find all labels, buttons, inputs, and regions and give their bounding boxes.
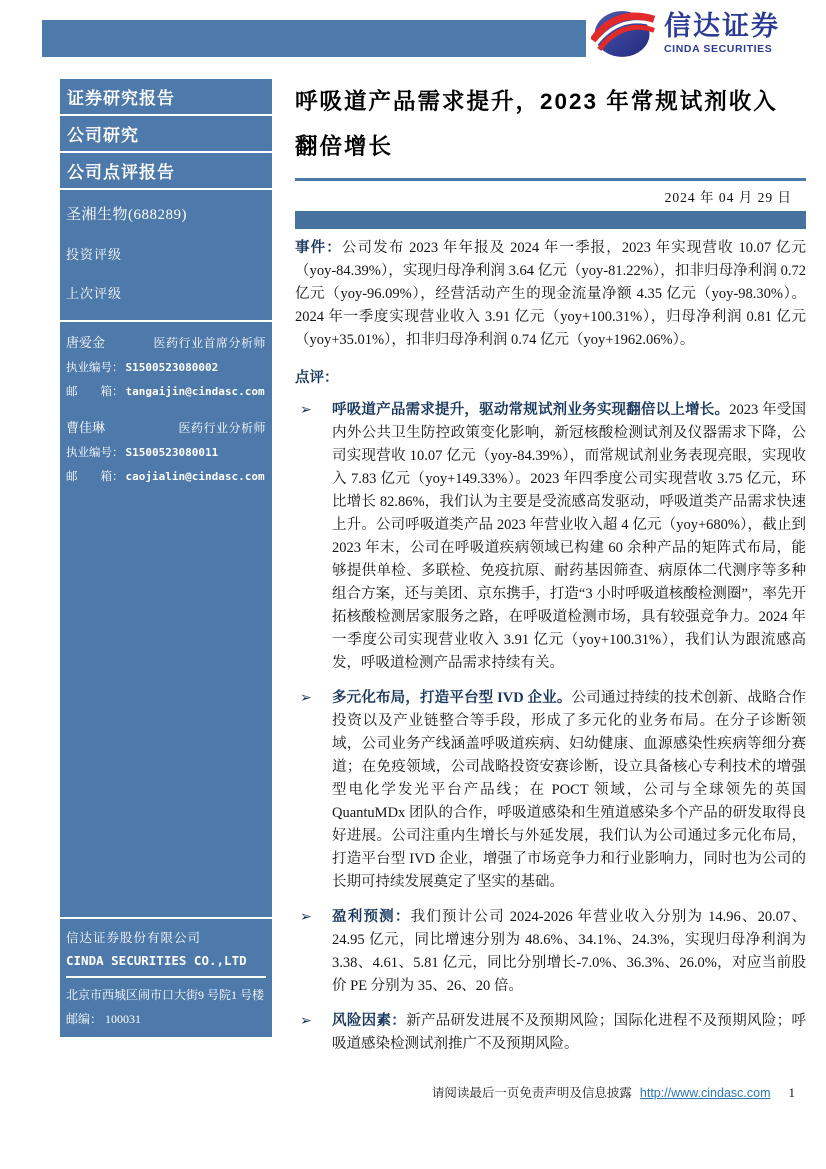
footer-disclaimer: 请阅读最后一页免责声明及信息披露 <box>431 1086 632 1100</box>
sidebar-research-type: 公司研究 <box>60 116 272 153</box>
analyst-email: caojialin@cindasc.com <box>125 470 265 483</box>
company-name-cn: 信达证券股份有限公司 <box>66 931 202 945</box>
bullet-text: 新产品研发进展不及预期风险；国际化进程不及预期风险；呼吸道感染检测试剂推广不及预期风险。 <box>332 1013 807 1052</box>
analyst-license-label: 执业编号： <box>66 447 124 459</box>
event-label: 事件： <box>295 240 342 256</box>
cinda-logo-icon <box>591 9 655 59</box>
analyst-email: tangaijin@cindasc.com <box>125 385 265 398</box>
bullet-arrow-icon: ➢ <box>300 691 312 706</box>
footer-page-number: 1 <box>788 1085 795 1100</box>
bullet-item <box>295 1010 806 1056</box>
logo-cn-text: 信达证券 <box>664 11 780 41</box>
analyst-title: 医药行业分析师 <box>178 421 266 435</box>
bullet-arrow-icon: ➢ <box>300 910 312 925</box>
bullet-lead: 呼吸道产品需求提升，驱动常规试剂业务实现翻倍以上增长。 <box>332 402 730 418</box>
analyst-email-label: 邮 箱： <box>66 386 124 398</box>
bullet-item <box>295 687 806 894</box>
sidebar-company-info <box>60 917 272 1037</box>
bullet-lead: 盈利预测： <box>332 909 411 925</box>
sidebar-spacer <box>60 502 272 917</box>
analyst-email-label: 邮 箱： <box>66 471 124 483</box>
bullet-text: 我们预计公司 2024-2026 年营业收入分别为 14.96、20.07、24.95 亿元，同比增速分别为 48.6%、34.1%、24.3%，实现归母净利润为 3.38、4.61、5.81 亿元，同比分别增长-7.0%、36.3%、26.0%，对应当前股价 PE 分别为 35、26、20 倍。 <box>332 909 806 994</box>
comment-bullet-list <box>295 399 806 1056</box>
bullet-item <box>295 906 806 998</box>
main-content <box>295 79 806 1056</box>
comment-label: 点评： <box>295 370 339 386</box>
cinda-logo <box>591 9 780 59</box>
footer <box>295 1083 795 1101</box>
sidebar-company-ticker: 圣湘生物(688289) <box>66 207 187 223</box>
sidebar-prev-rating-label: 上次评级 <box>60 263 272 322</box>
bullet-arrow-icon: ➢ <box>300 1014 312 1029</box>
sidebar-report-category: 公司点评报告 <box>60 153 272 190</box>
report-title: 呼吸道产品需求提升，2023 年常规试剂收入翻倍增长 <box>295 89 778 159</box>
event-paragraph <box>295 237 806 352</box>
bullet-text: 公司通过持续的技术创新、战略合作投资以及产业链整合等手段，形成了多元化的业务布局。在分子诊断领域，公司业务产线涵盖呼吸道疾病、妇幼健康、血源感染性疾病等细分赛道；在免疫领域，公司战略投资安赛诊断，设立具备核心专利技术的增强型电化学发光平台产品线；在 POCT 领域，公司与全球领先的英国 QuantuMDx 团队的合作，呼吸道感染和生殖道感染多个产品的研发取得良好进展。公司注重内生增长与外延发展，我们认为公司通过多元化布局，打造平台型 IVD 企业，增强了市场竞争力和行业影响力，同时也为公司的长期可持续发展奠定了坚实的基础。 <box>332 690 806 890</box>
analyst-name: 唐爱金 <box>66 335 106 350</box>
sidebar-analysts <box>60 322 272 502</box>
logo-en-text: CINDA SECURITIES <box>664 43 773 55</box>
company-name-en: CINDA SECURITIES CO.,LTD <box>66 953 266 978</box>
bullet-text: 2023 年受国内外公共卫生防控政策变化影响，新冠核酸检测试剂及仪器需求下降，公司实现营收 10.07 亿元（yoy-84.39%），而常规试剂业务表现亮眼，实现收入 7.83 亿元（yoy+149.33%）。2023 年四季度公司实现营收 3.75 亿元，环比增长 82.86%，我们认为主要是受流感高发驱动，呼吸道类产品需求快速上升。公司呼吸道类产品 2023 年营业收入超 4 亿元（yoy+680%），截止到 2023 年末，公司在呼吸道疾病领域已构建 60 余种产品的矩阵式布局，能够提供单检、多联检、免疫抗原、耐药基因筛查、病原体二代测序等多种组合方案，还与美团、京东携手，打造“3 小时呼吸道核酸检测圈”，率先开拓核酸检测居家服务之路，在呼吸道检测市场，具有较强竞争力。2024 年一季度公司实现营业收入 3.91 亿元（yoy+100.31%），我们认为跟流感高发，呼吸道检测产品需求持续有关。 <box>332 402 807 671</box>
logo-text <box>664 13 780 55</box>
company-postcode: 邮编： 100031 <box>66 1012 142 1026</box>
report-date: 2024 年 04 月 29 日 <box>664 190 792 205</box>
analyst-license-number: S1500523080002 <box>125 361 219 374</box>
divider-thick <box>295 211 806 229</box>
analyst-name: 曹佳琳 <box>66 420 106 435</box>
sidebar-report-type: 证券研究报告 <box>60 79 272 116</box>
analyst-block <box>66 332 266 399</box>
sidebar <box>60 79 272 1037</box>
company-address: 北京市西城区闹市口大街9 号院1 号楼 <box>66 988 265 1002</box>
header-accent-bar <box>42 20 586 57</box>
bullet-item <box>295 399 806 675</box>
analyst-block <box>66 417 266 484</box>
bullet-lead: 多元化布局，打造平台型 IVD 企业。 <box>332 690 572 706</box>
bullet-arrow-icon: ➢ <box>300 403 312 418</box>
bullet-lead: 风险因素： <box>332 1013 407 1029</box>
footer-website-link[interactable]: http://www.cindasc.com <box>639 1086 771 1100</box>
analyst-title: 医药行业首席分析师 <box>153 336 266 350</box>
analyst-license-number: S1500523080011 <box>125 446 219 459</box>
event-text: 公司发布 2023 年年报及 2024 年一季报，2023 年实现营收 10.07 亿元（yoy-84.39%），实现归母净利润 3.64 亿元（yoy-81.22%），扣非归母净利润 0.72 亿元（yoy-96.09%），经营活动产生的现金流量净额 4.35 亿元（yoy-98.30%）。2024 年一季度实现营业收入 3.91 亿元（yoy+100.31%），归母净利润 0.81 亿元（yoy+35.01%），扣非归母净利润 0.74 亿元（yoy+1962.06%）。 <box>295 240 807 348</box>
sidebar-rating-label: 投资评级 <box>66 247 123 262</box>
analyst-license-label: 执业编号： <box>66 362 124 374</box>
